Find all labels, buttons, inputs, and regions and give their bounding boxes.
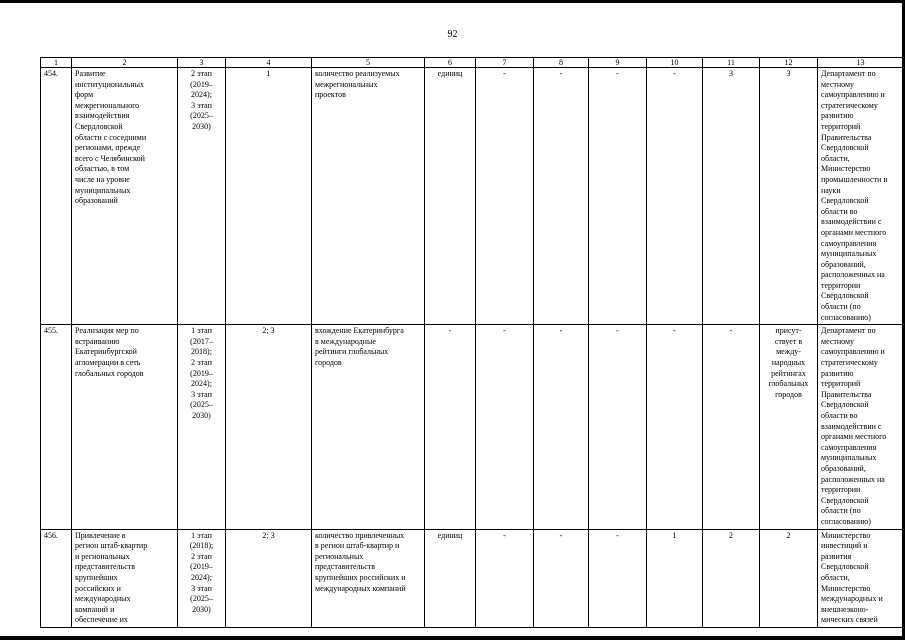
stage-text-line: (2019– (190, 79, 213, 89)
col-header-12: 12 (760, 58, 818, 68)
responsible-dept-line: территорий (821, 121, 861, 131)
col-header-3: 3 (178, 58, 226, 68)
col-header-13: 13 (818, 58, 904, 68)
scan-top-border (0, 0, 905, 3)
responsible-dept-line: местному (821, 79, 855, 89)
indicator-text-line: в международные (315, 336, 376, 346)
stage-text-line: 2024); (191, 379, 212, 389)
responsible-dept-line: муниципальных (821, 249, 877, 259)
indicator-text-line: представительств (315, 562, 376, 572)
value-col-12-line: 2 (786, 530, 791, 540)
responsible-dept-line: международных и (821, 594, 883, 604)
value-col-12-line: между- (776, 347, 801, 357)
responsible-dept (818, 529, 904, 627)
stage-text-line: (2019– (190, 368, 213, 378)
responsible-dept-line: территории (821, 280, 861, 290)
column-number-row (41, 58, 904, 68)
responsible-dept-line: самоуправления (821, 442, 877, 452)
task-text-line: агломерации в сеть (75, 358, 141, 368)
task-text-line: Реализация мер по (75, 326, 139, 336)
goal-number: 2; 3 (226, 529, 312, 627)
responsible-dept-line: самоуправлению и (821, 90, 885, 100)
value-col-11: 3 (703, 68, 760, 325)
responsible-dept-line: самоуправления (821, 238, 877, 248)
responsible-dept-line: Свердловской (821, 196, 869, 206)
responsible-dept-line: Свердловской (821, 291, 869, 301)
responsible-dept-line: Свердловской (821, 143, 869, 153)
stage-text-line: 2030) (192, 411, 211, 420)
value-col-12-line: ствует в (774, 336, 803, 346)
value-col-7: - (476, 325, 534, 529)
goal-number: 1 (226, 68, 312, 325)
col-header-7: 7 (476, 58, 534, 68)
task-text-line: образований (75, 196, 118, 206)
responsible-dept-line: науки (821, 185, 841, 195)
responsible-dept-line: образований, (821, 463, 866, 473)
value-col-10: - (647, 325, 703, 529)
task-text-line: межрегионального (75, 100, 140, 110)
responsible-dept-line: Департамент по (821, 69, 876, 78)
responsible-dept-line: области во (821, 411, 858, 420)
indicator-text-line: крупнейших российских и (315, 572, 406, 582)
row-number: 455. (41, 325, 72, 529)
stage-text-line: 2 этап (191, 551, 212, 561)
responsible-dept-line: органами местного (821, 227, 887, 237)
responsible-dept-line: самоуправлению и (821, 347, 885, 357)
responsible-dept-line: стратегическому (821, 100, 878, 110)
task-text-line: взаимодействия (75, 111, 130, 121)
value-col-8: - (534, 529, 589, 627)
task-text (72, 529, 178, 627)
indicator-text-line: количество привлеченных (315, 530, 405, 540)
value-col-12 (760, 68, 818, 325)
col-header-10: 10 (647, 58, 703, 68)
stage-text-line: 2 этап (191, 358, 212, 368)
stage-text-line: 1 этап (191, 326, 212, 336)
task-text-line: российских и (75, 583, 121, 593)
task-text-line: регион штаб-квартир (75, 541, 148, 551)
responsible-dept-line: области, (821, 153, 850, 163)
task-text-line: крупнейших (75, 572, 118, 582)
stage-text (178, 325, 226, 529)
unit-text: - (425, 325, 476, 529)
stage-text-line: (2017– (190, 336, 213, 346)
indicator-text (312, 325, 425, 529)
indicator-text-line: вхождение Екатеринбурга (315, 326, 404, 336)
indicator-text-line: региональных (315, 551, 364, 561)
task-text-line: областью, в том (75, 164, 130, 174)
stage-text-line: 2018); (191, 347, 212, 357)
col-header-1: 1 (41, 58, 72, 68)
col-header-8: 8 (534, 58, 589, 68)
task-text-line: встраиванию (75, 336, 120, 346)
task-text-line: глобальных городов (75, 368, 144, 378)
responsible-dept-line: согласованию) (821, 516, 871, 526)
indicator-text-line: проектов (315, 90, 346, 100)
value-col-9: - (589, 529, 647, 627)
responsible-dept-line: области во (821, 206, 858, 216)
task-text-line: и региональных (75, 551, 130, 561)
unit-text: единиц (425, 68, 476, 325)
value-col-8: - (534, 325, 589, 529)
indicator-text (312, 529, 425, 627)
table-row (41, 325, 904, 529)
goal-number: 2; 3 (226, 325, 312, 529)
page-number: 92 (447, 29, 458, 40)
stage-text-line: 2024); (191, 90, 212, 100)
task-text-line: представительств (75, 562, 136, 572)
responsible-dept-line: расположенных на (821, 270, 885, 280)
task-text-line: Екатеринбургской (75, 347, 137, 357)
responsible-dept-line: инвестиций и (821, 541, 868, 551)
responsible-dept-line: Министерство (821, 530, 871, 540)
stage-text-line: 3 этап (191, 389, 212, 399)
value-col-12-line: глобальных (768, 379, 809, 389)
task-text-line: регионами, прежде (75, 143, 141, 153)
value-col-7: - (476, 529, 534, 627)
row-number: 456. (41, 529, 72, 627)
task-text (72, 325, 178, 529)
col-header-2: 2 (72, 58, 178, 68)
stage-text-line: (2025– (190, 400, 213, 410)
responsible-dept-line: развитию (821, 111, 854, 121)
responsible-dept-line: стратегическому (821, 358, 878, 368)
table-row (41, 68, 904, 325)
responsible-dept-line: развития (821, 551, 852, 561)
responsible-dept-line: взаимодействии с (821, 217, 882, 227)
task-text-line: числе на уровне (75, 174, 130, 184)
task-text-line: обеспечение их (75, 615, 128, 625)
responsible-dept-line: муниципальных (821, 453, 877, 463)
col-header-4: 4 (226, 58, 312, 68)
value-col-12-line: присут- (775, 326, 802, 336)
value-col-12-line: народных (771, 358, 806, 368)
task-text-line: муниципальных (75, 185, 131, 195)
col-header-5: 5 (312, 58, 425, 68)
task-text-line: Привлечение в (75, 530, 126, 540)
stage-text-line: 2024); (191, 572, 212, 582)
task-text (72, 68, 178, 325)
indicator-text (312, 68, 425, 325)
responsible-dept-line: развитию (821, 368, 854, 378)
value-col-11: 2 (703, 529, 760, 627)
indicator-text-line: количество реализуемых (315, 69, 400, 78)
responsible-dept-line: территории (821, 485, 861, 495)
stage-text-line: (2025– (190, 594, 213, 604)
stage-text-line: 3 этап (191, 100, 212, 110)
stage-text-line: 2 этап (191, 69, 212, 78)
responsible-dept (818, 68, 904, 325)
responsible-dept-line: территорий (821, 379, 861, 389)
table-row (41, 529, 904, 627)
stage-text-line: 2030) (192, 121, 211, 131)
responsible-dept-line: взаимодействии с (821, 421, 882, 431)
responsible-dept-line: Свердловской (821, 400, 869, 410)
task-text-line: всего с Челябинской (75, 153, 145, 163)
responsible-dept-line: Правительства (821, 389, 872, 399)
value-col-8: - (534, 68, 589, 325)
responsible-dept-line: области (по (821, 506, 861, 516)
responsible-dept-line: Правительства (821, 132, 872, 142)
value-col-12 (760, 529, 818, 627)
value-col-9: - (589, 68, 647, 325)
task-text-line: институциональных (75, 79, 145, 89)
value-col-11: - (703, 325, 760, 529)
stage-text-line: (2018); (189, 541, 214, 551)
task-text-line: Развитие (75, 69, 106, 78)
responsible-dept-line: местному (821, 336, 855, 346)
value-col-7: - (476, 68, 534, 325)
stage-text (178, 529, 226, 627)
responsible-dept-line: внешнеэконо- (821, 604, 869, 614)
value-col-12-line: 3 (786, 69, 791, 78)
responsible-dept-line: Министерство (821, 583, 871, 593)
unit-text: единиц (425, 529, 476, 627)
scan-bottom-border (0, 636, 905, 640)
stage-text-line: 1 этап (191, 530, 212, 540)
stage-text-line: (2019– (190, 562, 213, 572)
col-header-11: 11 (703, 58, 760, 68)
task-text-line: компаний и (75, 604, 115, 614)
plan-table (40, 57, 904, 628)
value-col-10: 1 (647, 529, 703, 627)
stage-text-line: 3 этап (191, 583, 212, 593)
indicator-text-line: городов (315, 358, 342, 368)
responsible-dept-line: промышленности и (821, 174, 888, 184)
value-col-10: - (647, 68, 703, 325)
responsible-dept-line: области, (821, 572, 850, 582)
col-header-9: 9 (589, 58, 647, 68)
responsible-dept-line: Свердловской (821, 495, 869, 505)
indicator-text-line: международных компаний (315, 583, 406, 593)
indicator-text-line: рейтинги глобальных (315, 347, 389, 357)
responsible-dept-line: Министерство (821, 164, 871, 174)
responsible-dept-line: согласованию) (821, 312, 871, 322)
stage-text-line: 2030) (192, 604, 211, 614)
responsible-dept-line: Свердловской (821, 562, 869, 572)
task-text-line: форм (75, 90, 94, 100)
task-text-line: области с соседними (75, 132, 147, 142)
responsible-dept-line: мических связей (821, 615, 878, 625)
task-text-line: международных (75, 594, 131, 604)
indicator-text-line: в регион штаб-квартир и (315, 541, 400, 551)
responsible-dept-line: расположенных на (821, 474, 885, 484)
value-col-12 (760, 325, 818, 529)
value-col-12-line: городов (775, 389, 802, 399)
task-text-line: Свердловской (75, 121, 123, 131)
row-number: 454. (41, 68, 72, 325)
responsible-dept-line: органами местного (821, 432, 887, 442)
responsible-dept-line: образований, (821, 259, 866, 269)
stage-text-line: (2025– (190, 111, 213, 121)
value-col-9: - (589, 325, 647, 529)
stage-text (178, 68, 226, 325)
col-header-6: 6 (425, 58, 476, 68)
value-col-12-line: рейтингах (771, 368, 806, 378)
indicator-text-line: межрегиональных (315, 79, 378, 89)
responsible-dept-line: Департамент по (821, 326, 876, 336)
responsible-dept (818, 325, 904, 529)
responsible-dept-line: области (по (821, 302, 861, 312)
